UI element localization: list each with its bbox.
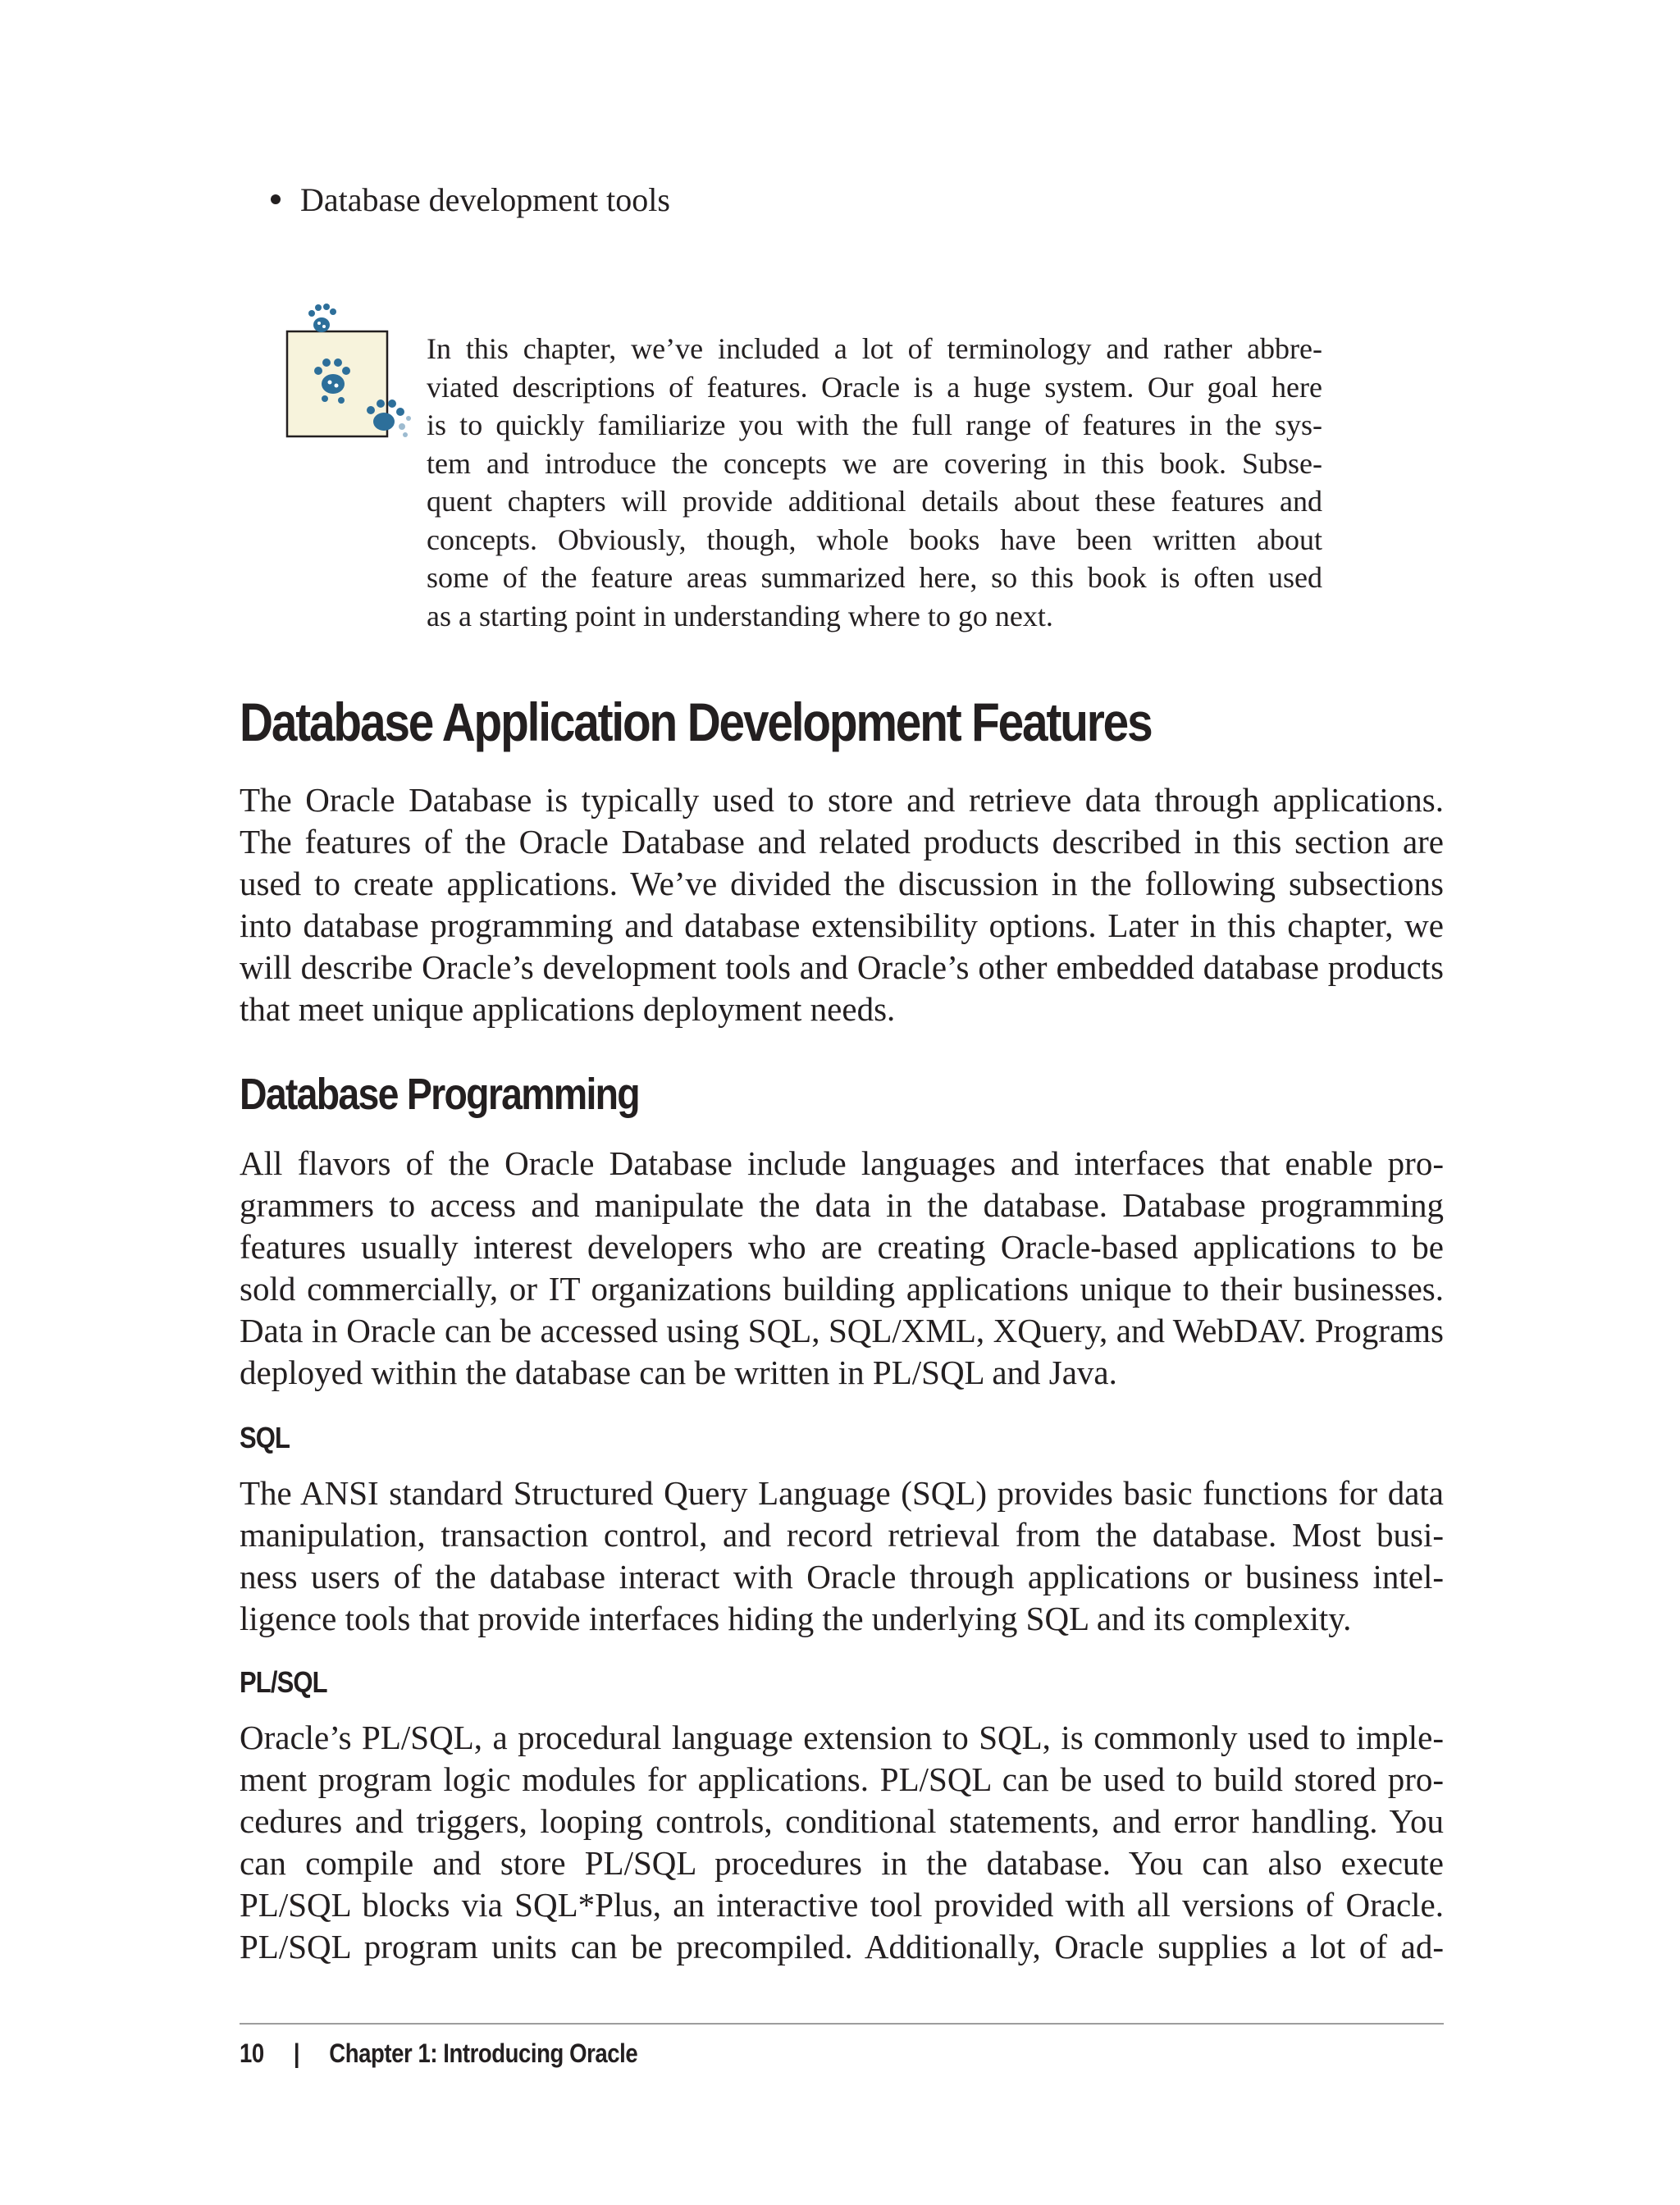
paw-print-tip-icon [279,299,423,446]
paragraph-line: ness users of the database interact with Oracle through applications or business intel- [240,1558,1444,1596]
bullet-dot [271,194,281,204]
note-line: viated descriptions of features. Oracle is a huge system. Our goal here [427,370,1322,404]
paragraph-line: into database programming and database extensibility options. Later in this chapter, we [240,906,1444,944]
plsql-paragraph [240,1717,1444,1968]
chapter-title: Chapter 1: Introducing Oracle [329,2038,638,2068]
paragraph-line: The Oracle Database is typically used to store and retrieve data through applications. [240,781,1444,819]
plsql-heading: PL/SQL [240,1665,327,1699]
paragraph-line: deployed within the database can be written in PL/SQL and Java. [240,1354,1117,1391]
paragraph-line: ligence tools that provide interfaces hiding the underlying SQL and its complexity. [240,1600,1352,1637]
section-heading: Database Application Development Features [240,692,1152,752]
paragraph-line: All flavors of the Oracle Database include languages and interfaces that enable pro- [240,1144,1444,1182]
paragraph-line: cedures and triggers, looping controls, conditional statements, and error handling. You [240,1802,1444,1840]
paragraph-line: features usually interest developers who are creating Oracle-based applications to be [240,1228,1444,1266]
subsection-heading: Database Programming [240,1070,639,1119]
page-footer [240,2036,637,2070]
paragraph-line: PL/SQL blocks via SQL*Plus, an interactive tool provided with all versions of Oracle. [240,1886,1444,1924]
footer-rule [240,2023,1444,2025]
page-number: 10 [240,2038,264,2068]
note-line: concepts. Obviously, though, whole books have been written about [427,523,1322,556]
note-line: as a starting point in understanding where to go next. [427,599,1053,632]
section-intro-paragraph [240,779,1444,1030]
sql-heading: SQL [240,1421,290,1454]
paragraph-line: Oracle’s PL/SQL, a procedural language extension to SQL, is commonly used to imple- [240,1719,1444,1756]
note-line: tem and introduce the concepts we are covering in this book. Subse- [427,446,1322,480]
paragraph-line: manipulation, transaction control, and record retrieval from the database. Most busi- [240,1516,1444,1554]
paragraph-line: used to create applications. We’ve divided the discussion in the following subsections [240,865,1444,902]
paragraph-line: that meet unique applications deployment needs. [240,990,896,1028]
note-line: some of the feature areas summarized here, so this book is often used [427,561,1322,594]
paragraph-line: ment program logic modules for applications. PL/SQL can be used to build stored pro- [240,1760,1444,1798]
bullet-item [271,177,670,223]
paragraph-line: can compile and store PL/SQL procedures in the database. You can also execute [240,1844,1444,1882]
bullet-text: Database development tools [300,181,670,218]
paragraph-line: Data in Oracle can be accessed using SQL, SQL/XML, XQuery, and WebDAV. Programs [240,1312,1444,1349]
sql-paragraph [240,1472,1444,1640]
note-line: In this chapter, we’ve included a lot of terminology and rather abbre- [427,332,1322,365]
paragraph-line: The features of the Oracle Database and related products described in this section are [240,823,1444,861]
footer-separator: | [293,2038,300,2068]
paragraph-line: PL/SQL program units can be precompiled. Additionally, Oracle supplies a lot of ad- [240,1928,1444,1965]
tip-note [427,330,1322,635]
paragraph-line: grammers to access and manipulate the data in the database. Database programming [240,1186,1444,1224]
paragraph-line: The ANSI standard Structured Query Language (SQL) provides basic functions for data [240,1474,1444,1512]
paragraph-line: sold commercially, or IT organizations building applications unique to their businesses. [240,1270,1444,1308]
note-line: quent chapters will provide additional details about these features and [427,485,1322,518]
paragraph-line: will describe Oracle’s development tools and Oracle’s other embedded database products [240,948,1444,986]
database-programming-paragraph [240,1143,1444,1394]
note-line: is to quickly familiarize you with the full range of features in the sys- [427,409,1322,441]
